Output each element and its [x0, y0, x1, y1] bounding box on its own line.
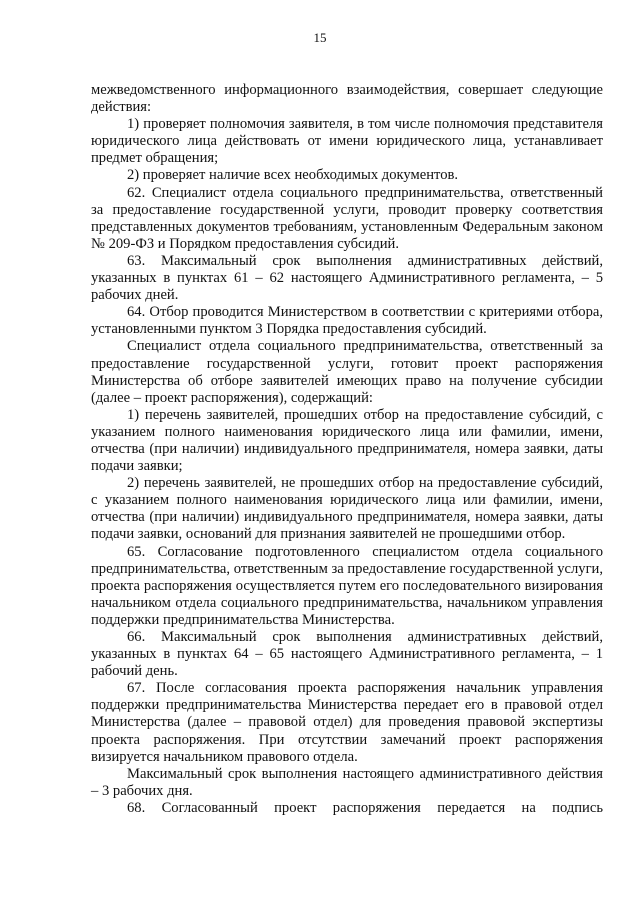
- paragraph-68: 68. Согласованный проект распоряжения передается на подпись: [127, 799, 603, 816]
- paragraph-66: 66. Максимальный срок выполнения административных действий, указанных в пунктах 64 – 65 настоящего Административного регламента, – 1 рабочий день.: [91, 629, 603, 680]
- paragraph-specialist: Специалист отдела социального предпринимательства, ответственный за предоставление государственной услуги, готовит проект распоряжения Министерства об отборе заявителей имеющих право на получение субсидии (далее – проект распоряжения), содержащий:: [91, 338, 603, 406]
- page-number: 15: [313, 30, 327, 45]
- paragraph-list-failed: 2) перечень заявителей, не прошедших отбор на предоставление субсидий, с указанием полного наименования юридического лица или фамилии, имени, отчества (при наличии) индивидуального предпринимателя, номера заявки, даты подачи заявки, оснований для признания заявителей не прошедшими отбор.: [91, 475, 603, 543]
- paragraph-62: 62. Специалист отдела социального предпринимательства, ответственный за предоставление государственной услуги, проводит проверку соответствия представленных документов требованиям, установленным Федеральным законом № 209-ФЗ и Порядком предоставления субсидий.: [91, 184, 603, 252]
- paragraph-65: 65. Согласование подготовленного специалистом отдела социального предпринимательства, ответственным за предоставление государственной услуги, проекта распоряжения осуществляется путем его последовательного визирования начальником отдела социального предпринимательства, начальником управления поддержки предпринимательства Министерства.: [91, 543, 604, 628]
- paragraph-64: 64. Отбор проводится Министерством в соответствии с критериями отбора, установленными пунктом 3 Порядка предоставления субсидий.: [91, 304, 603, 338]
- paragraph-67: 67. После согласования проекта распоряжения начальник управления поддержки предпринимательства Министерства передает его в правовой отдел Министерства (далее – правовой отдел) для проведения правовой экспертизы проекта распоряжения. При отсутствии замечаний проект распоряжения визируется начальником правового отдела.: [91, 680, 603, 765]
- paragraph-intro: межведомственного информационного взаимодействия, совершает следующие действия:: [91, 82, 603, 116]
- paragraph-item-1: 1) проверяет полномочия заявителя, в том числе полномочия представителя юридического лица действовать от имени юридического лица, устанавливает предмет обращения;: [91, 116, 603, 167]
- paragraph-item-2: 2) проверяет наличие всех необходимых документов.: [127, 167, 459, 184]
- document-body: [91, 82, 603, 817]
- paragraph-max-term: Максимальный срок выполнения настоящего административного действия – 3 рабочих дня.: [91, 765, 603, 799]
- paragraph-63: 63. Максимальный срок выполнения административных действий, указанных в пунктах 61 – 62 настоящего Административного регламента, – 5 рабочих дней.: [91, 252, 603, 304]
- paragraph-list-passed: 1) перечень заявителей, прошедших отбор на предоставление субсидий, с указанием полного наименования юридического лица или фамилии, имени, отчества (при наличии) индивидуального предпринимателя, номера заявки, даты подачи заявки;: [91, 406, 603, 475]
